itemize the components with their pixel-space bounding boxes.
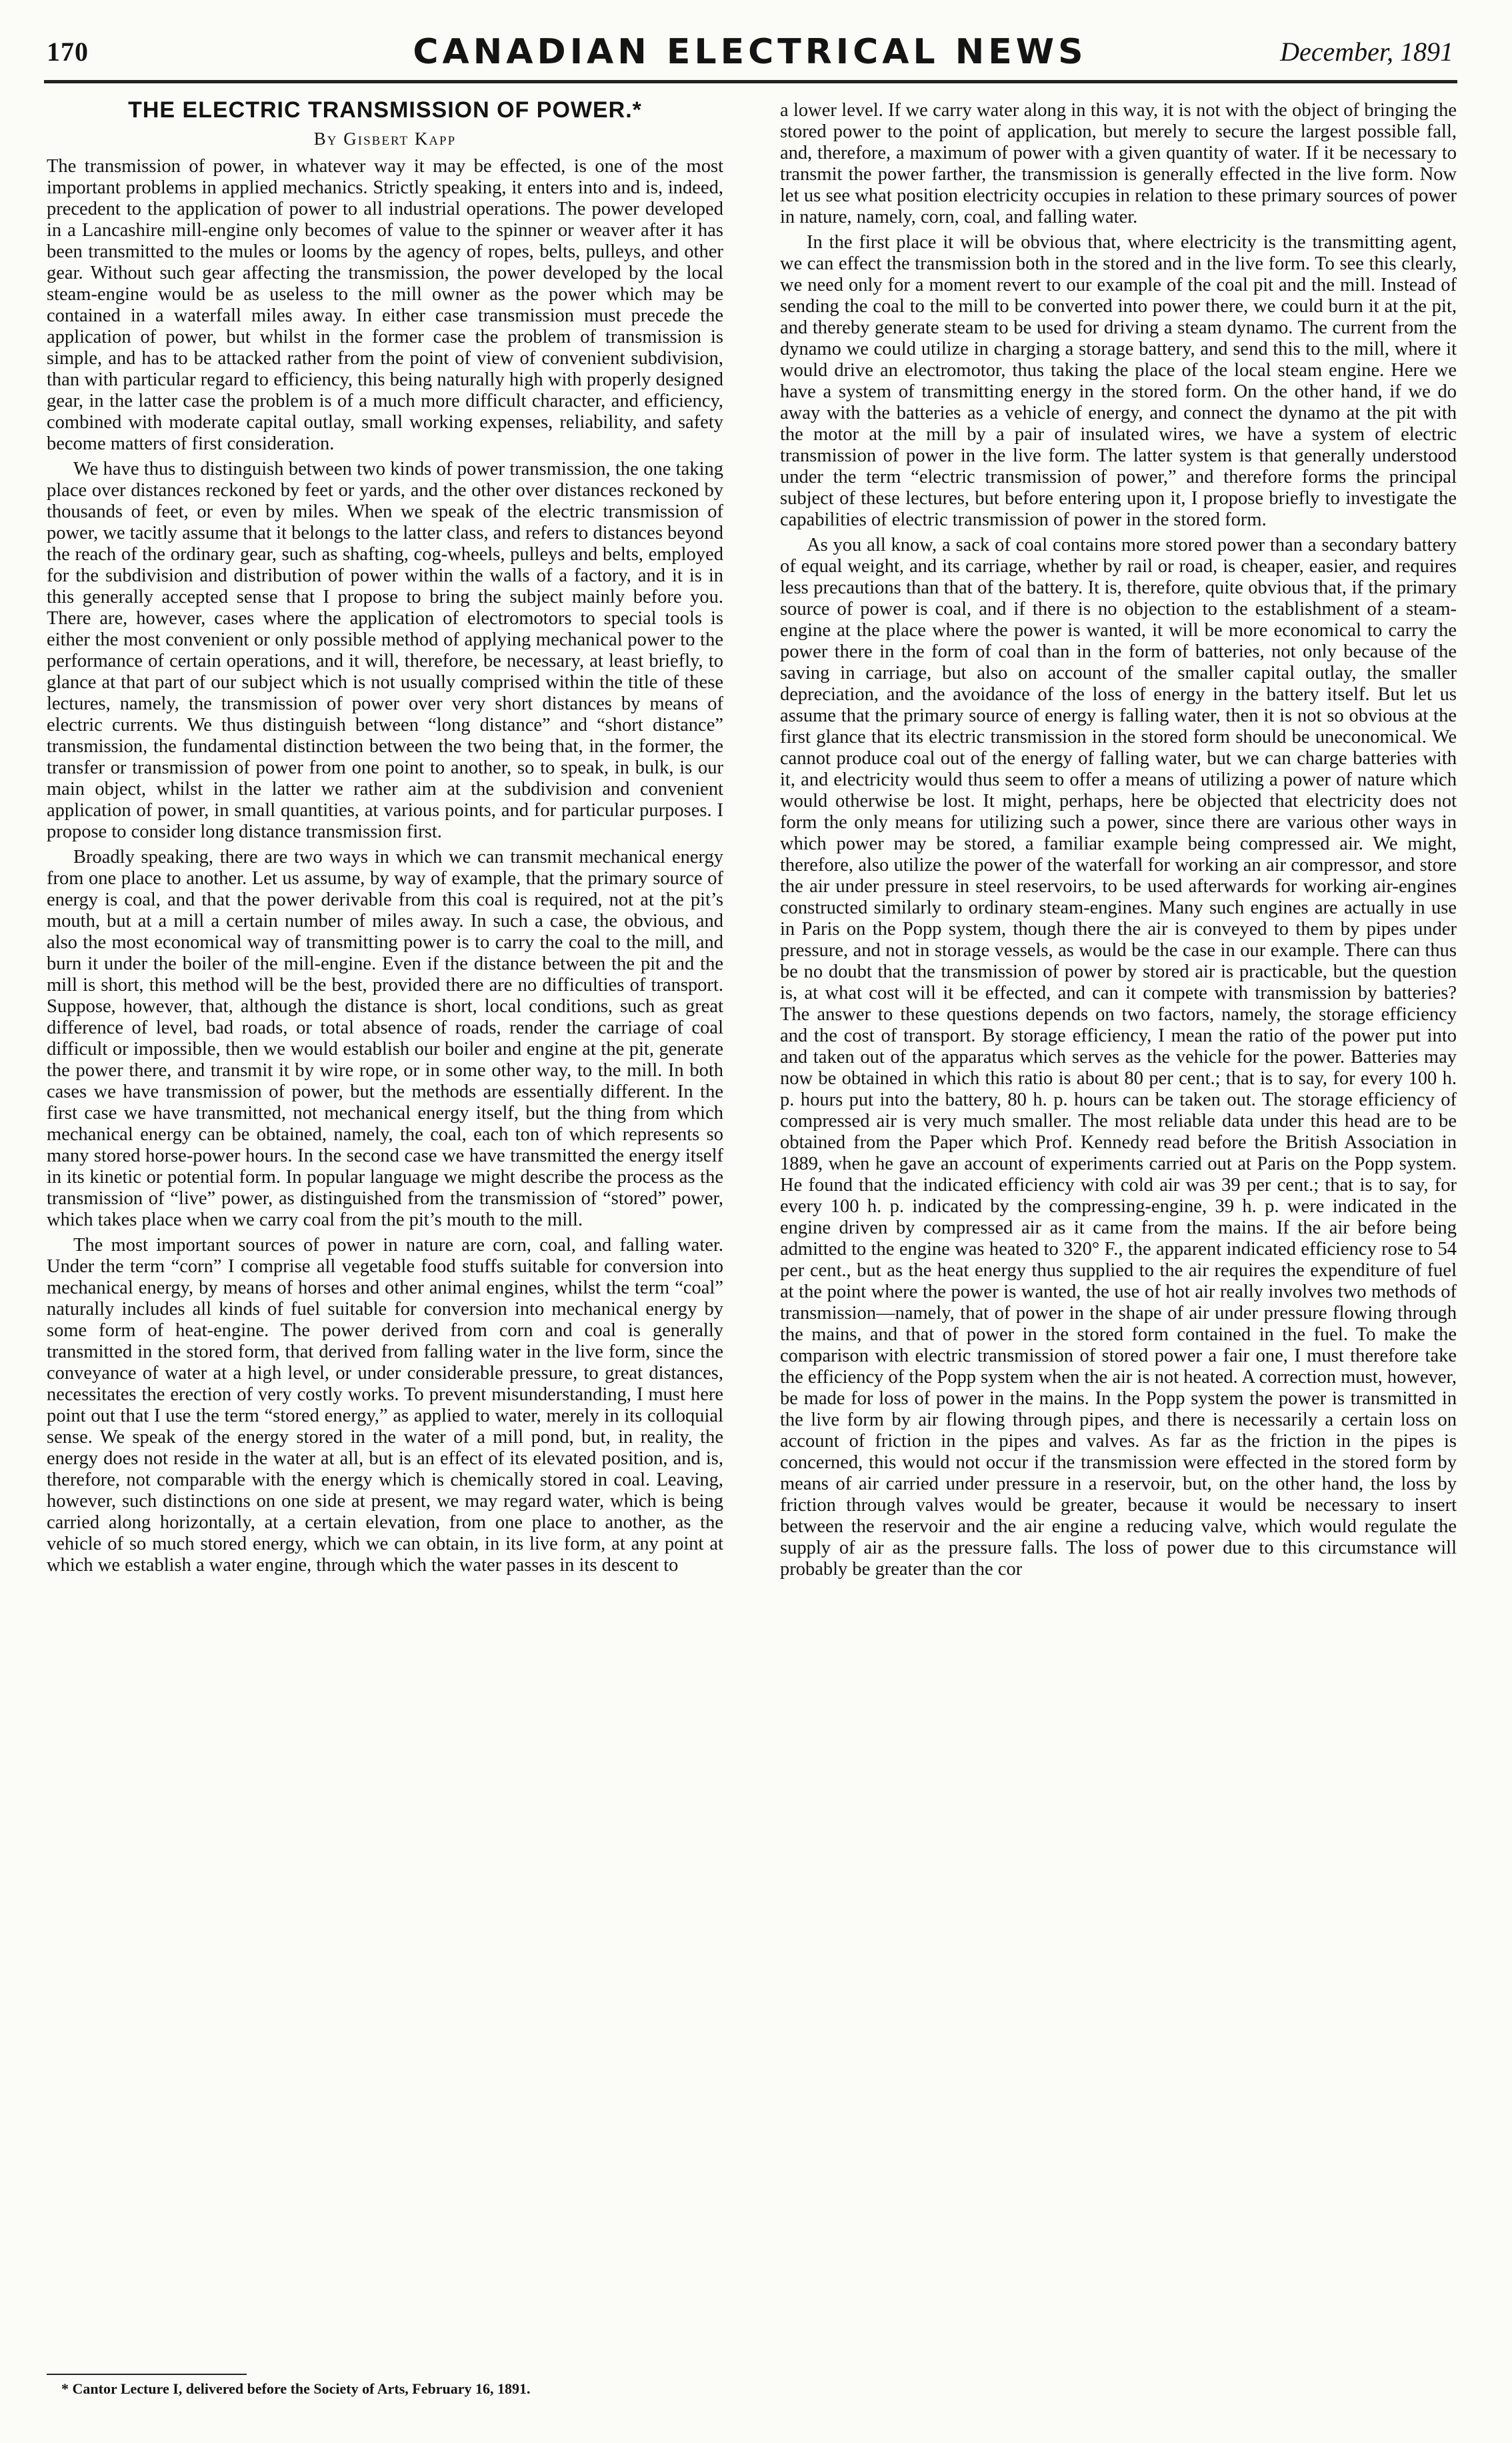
- paragraph: As you all know, a sack of coal contains more stored power than a secondary battery of equal weight, and its carriage, whether by rail or road, is cheaper, easier, and requires less precautions than that of the battery. It is, therefore, quite obvious that, if the primary source of power is coal, and if there is no objection to the establishment of a steam-engine at the place where the power is wanted, it will be more economical to carry the power there in the form of coal than in the form of batteries, not only because of the saving in carriage, but also on account of the smaller capital outlay, the smaller depreciation, and the avoidance of the loss of energy in the battery itself. But let us assume that the primary source of energy is falling water, then it is not so obvious at the first glance that its electric transmission in the stored form should be uneconomical. We cannot produce coal out of the energy of falling water, but we can charge batteries with it, and electricity would thus seem to offer a means of utilizing a power of nature which would otherwise be lost. It might, perhaps, here be objected that electricity does not form the only means for utilizing such a power, since there are various other ways in which power may be stored, a familiar example being compressed air. We might, therefore, also utilize the power of the waterfall for working an air compressor, and store the air under pressure in steel reservoirs, to be used afterwards for working air-engines constructed similarly to ordinary steam-engines. Many such engines are actually in use in Paris on the Popp system, though there the air is conveyed to them by pipes under pressure, and not in storage vessels, as would be the case in our example. There can thus be no doubt that the transmission of power by stored air is practicable, but the question is, at what cost will it be effected, and can it compete with transmission by batteries? The answer to these questions depends on two factors, namely, the storage efficiency and the cost of transport. By storage efficiency, I mean the ratio of the power put into and taken out of the apparatus which serves as the vehicle for the power. Batteries may now be obtained in which this ratio is about 80 per cent.; that is to say, for every 100 h. p. hours put into the battery, 80 h. p. hours can be taken out. The storage efficiency of compressed air is very much smaller. The most reliable data under this head are to be obtained from the Paper which Prof. Kennedy read before the British Association in 1889, when he gave an account of experiments carried out at Paris on the Popp system. He found that the indicated efficiency with cold air was 39 per cent.; that is to say, for every 100 h. p. indicated by the compressing-engine, 39 h. p. were indicated in the engine driven by compressed air as it came from the mains. If the air before being admitted to the engine was heated to 320° F., the apparent indicated efficiency rose to 54 per cent., but as the heat energy thus supplied to the air requires the expenditure of fuel at the point where the power is wanted, the use of hot air really involves two methods of transmission—namely, that of power in the shape of air under pressure flowing through the mains, and that of power in the stored form contained in the fuel. To make the comparison with electric transmission of stored power a fair one, I must therefore take the efficiency of the Popp system when the air is not heated. A correction must, however, be made for loss of power in the mains. In the Popp system the power is transmitted in the live form by air flowing through pipes, and there is necessarily a certain loss on account of friction in the pipes and valves. As far as the friction in the pipes is concerned, this would not occur if the transmission were effected in the stored form by means of air carried under pressure in a reservoir, but, on the other hand, the loss by friction through valves would be greater, because it would be necessary to insert between the reservoir and the air engine a reducing valve, which would regulate the supply of air as the pressure falls. The loss of power due to this circumstance will probably be greater than the cor: [780, 535, 1457, 1580]
- footnote-rule: [47, 2374, 247, 2375]
- page-header: [47, 32, 1453, 79]
- header-rule: [44, 80, 1457, 83]
- article-byline: By Gisbert Kapp: [313, 129, 457, 149]
- right-column: [780, 100, 1457, 2374]
- issue-date: December, 1891: [1280, 37, 1453, 67]
- left-column: [47, 91, 723, 2364]
- footnote: * Cantor Lecture I, delivered before the Society of Arts, February 16, 1891.: [61, 2380, 531, 2397]
- paragraph: The transmission of power, in whatever way it may be effected, is one of the most important problems in applied mechanics. Strictly speaking, it enters into and is, indeed, precedent to the application of power to all industrial operations. The power developed in a Lancashire mill-engine only becomes of value to the spinner or weaver after it has been transmitted to the mules or looms by the agency of ropes, belts, pulleys, and other gear. Without such gear affecting the transmission, the power developed by the local steam-engine would be as useless to the mill owner as the power which may be contained in a waterfall miles away. In either case transmission must precede the application of power, but whilst in the former case the problem of transmission is simple, and has to be attacked rather from the point of view of convenient subdivision, than with particular regard to efficiency, this being naturally high with properly designed gear, in the latter case the problem is of a much more difficult character, and efficiency, combined with moderate capital outlay, small working expenses, reliability, and safety become matters of first consideration.: [47, 156, 723, 454]
- paragraph: We have thus to distinguish between two kinds of power transmission, the one taking place over distances reckoned by feet or yards, and the other over distances reckoned by thousands of feet, or even by miles. When we speak of the electric transmission of power, we tacitly assume that it belongs to the latter class, and refers to distances beyond the reach of the ordinary gear, such as shafting, cog-wheels, pulleys and belts, employed for the subdivision and distribution of power within the walls of a factory, and it is in this generally accepted sense that I propose to bring the subject mainly before you. There are, however, cases where the application of electromotors to special tools is either the most convenient or only possible method of applying mechanical power to the performance of certain operations, and it will, therefore, be necessary, at least briefly, to glance at that part of our subject which is not usually comprised within the title of these lectures, namely, the transmission of power over very short distances by means of electric currents. We thus distinguish between “long distance” and “short distance” transmission, the fundamental distinction between the two being that, in the former, the transfer or transmission of power from one point to another, so to speak, in bulk, is our main object, whilst in the latter we rather aim at the subdivision and convenient application of power, in small quantities, at various points, and for particular purposes. I propose to consider long distance transmission first.: [47, 459, 723, 842]
- page-number: 170: [47, 37, 89, 67]
- article-title: THE ELECTRIC TRANSMISSION OF POWER.*: [128, 97, 642, 123]
- paragraph: In the first place it will be obvious that, where electricity is the transmitting agent, we can effect the transmission both in the stored and in the live form. To see this clearly, we need only for a moment revert to our example of the coal pit and the mill. Instead of sending the coal to the mill to be converted into power there, we could burn it at the pit, and thereby generate steam to be used for driving a steam dynamo. The current from the dynamo we could utilize in charging a storage battery, and send this to the mill, where it would drive an electromotor, thus taking the place of the local steam engine. Here we have a system of transmitting energy in the stored form. On the other hand, if we do away with the batteries as a vehicle of energy, and connect the dynamo at the pit with the motor at the mill by a pair of insulated wires, we have a system of electric transmission of power in the live form. The latter system is that generally understood under the term “electric transmission of power,” and therefore forms the principal subject of these lectures, but before entering upon it, I propose briefly to investigate the capabilities of electric transmission of power in the stored form.: [780, 232, 1457, 530]
- journal-title: CANADIAN ELECTRICAL NEWS: [413, 32, 1087, 72]
- paragraph: The most important sources of power in nature are corn, coal, and falling water. Under the term “corn” I comprise all vegetable food stuffs suitable for conversion into mechanical energy, by means of horses and other animal engines, whilst the term “coal” naturally includes all kinds of fuel suitable for conversion into mechanical energy by some form of heat-engine. The power derived from corn and coal is generally transmitted in the stored form, that derived from falling water in the live form, since the conveyance of water at a high level, or under considerable pressure, to great distances, necessitates the erection of very costly works. To prevent misunderstanding, I must here point out that I use the term “stored energy,” as applied to water, merely in its colloquial sense. We speak of the energy stored in the water of a mill pond, but, in reality, the energy does not reside in the water at all, but is an effect of its elevated position, and is, therefore, not comparable with the energy which is chemically stored in coal. Leaving, however, such distinctions on one side at present, we may regard water, which is being carried along horizontally, at a certain elevation, from one place to another, as the vehicle of so much stored energy, which we can obtain, in its live form, at any point at which we establish a water engine, through which the water passes in its descent to: [47, 1235, 723, 1576]
- paragraph: a lower level. If we carry water along in this way, it is not with the object of bringing the stored power to the point of application, but merely to secure the largest possible fall, and, therefore, a maximum of power with a given quantity of water. If it be necessary to transmit the power farther, the transmission is generally effected in the live form. Now let us see what position electricity occupies in relation to these primary sources of power in nature, namely, corn, coal, and falling water.: [780, 100, 1457, 227]
- paragraph: Broadly speaking, there are two ways in which we can transmit mechanical energy from one place to another. Let us assume, by way of example, that the primary source of energy is coal, and that the power derivable from this coal is required, not at the pit’s mouth, but at a mill a certain number of miles away. In such a case, the obvious, and also the most economical way of transmitting power is to carry the coal to the mill, and burn it under the boiler of the mill-engine. Even if the distance between the pit and the mill is short, this method will be the best, provided there are no difficulties of transport. Suppose, however, that, although the distance is short, local conditions, such as great difference of level, bad roads, or total absence of roads, render the carriage of coal difficult or impossible, then we would establish our boiler and engine at the pit, generate the power there, and transmit it by wire rope, or in some other way, to the mill. In both cases we have transmission of power, but the methods are essentially different. In the first case we have transmitted, not mechanical energy itself, but the thing from which mechanical energy can be obtained, namely, the coal, each ton of which represents so many stored horse-power hours. In the second case we have transmitted the energy itself in its kinetic or potential form. In popular language we might describe the process as the transmission of “live” power, as distinguished from the transmission of “stored” power, which takes place when we carry coal from the pit’s mouth to the mill.: [47, 847, 723, 1230]
